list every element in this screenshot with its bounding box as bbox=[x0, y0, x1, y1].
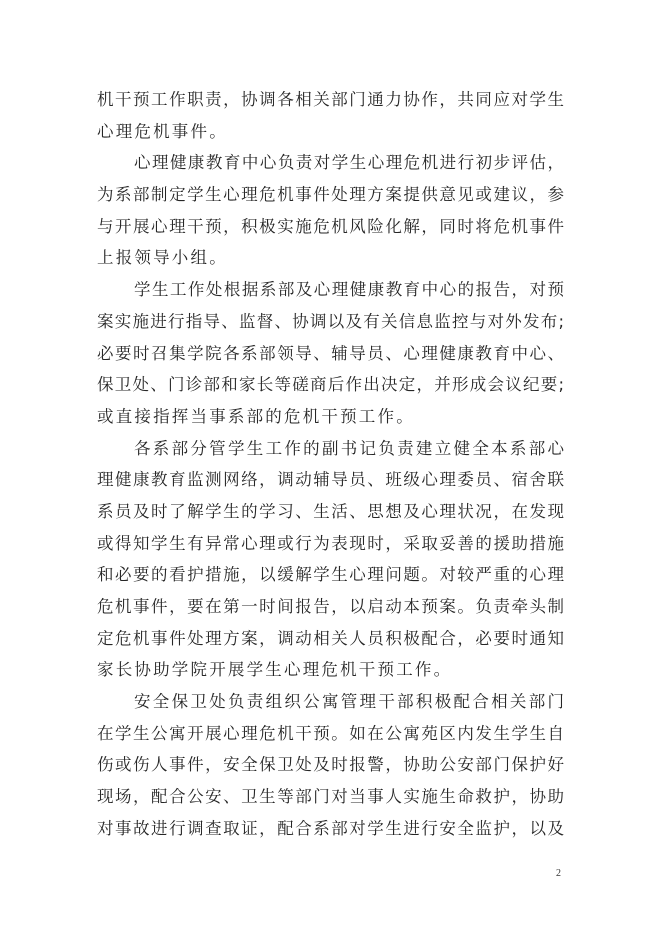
text-line: 家长协助学院开展学生心理危机干预工作。 bbox=[97, 660, 453, 680]
text-line: 必要时召集学院各系部领导、辅导员、心理健康教育中心、 bbox=[97, 343, 564, 363]
paragraph bbox=[97, 433, 564, 687]
text-line: 危机事件，要在第一时间报告，以启动本预案。负责牵头制 bbox=[97, 597, 564, 616]
text-line: 现场，配合公安、卫生等部门对当事人实施生命救护，协助 bbox=[97, 787, 564, 807]
text-line: 案实施进行指导、监督、协调以及有关信息监控与对外发布; bbox=[97, 311, 564, 331]
text-line: 或得知学生有异常心理或行为表现时，采取妥善的援助措施 bbox=[97, 533, 564, 553]
text-line: 各系部分管学生工作的副书记负责建立健全本系部心 bbox=[134, 438, 564, 458]
text-line: 心理危机事件。 bbox=[97, 121, 228, 141]
text-line: 心理健康教育中心负责对学生心理危机进行初步评估， bbox=[134, 153, 564, 173]
text-line: 学生工作处根据系部及心理健康教育中心的报告，对预 bbox=[134, 280, 564, 300]
document-body bbox=[97, 84, 564, 845]
text-line: 理健康教育监测网络，调动辅导员、班级心理委员、宿舍联 bbox=[97, 470, 564, 490]
paragraph bbox=[97, 686, 564, 844]
text-line: 上报领导小组。 bbox=[97, 248, 228, 268]
text-line: 对事故进行调查取证，配合系部对学生进行安全监护，以及 bbox=[97, 818, 564, 838]
text-line: 和必要的看护措施，以缓解学生心理问题。对较严重的心理 bbox=[97, 565, 564, 585]
page-number: 2 bbox=[556, 868, 561, 879]
paragraph bbox=[97, 274, 564, 432]
text-line: 伤或伤人事件，安全保卫处及时报警，协助公安部门保护好 bbox=[97, 755, 564, 775]
text-line: 或直接指挥当事系部的危机干预工作。 bbox=[97, 406, 415, 426]
text-line: 与开展心理干预，积极实施危机风险化解，同时将危机事件 bbox=[97, 216, 564, 236]
text-line: 定危机事件处理方案，调动相关人员积极配合，必要时通知 bbox=[97, 628, 564, 648]
paragraph bbox=[97, 84, 564, 147]
text-line: 系员及时了解学生的学习、生活、思想及心理状况，在发现 bbox=[97, 501, 564, 521]
text-line: 为系部制定学生心理危机事件处理方案提供意见或建议，参 bbox=[97, 185, 564, 205]
paragraph bbox=[97, 147, 564, 274]
text-line: 机干预工作职责，协调各相关部门通力协作，共同应对学生 bbox=[97, 90, 564, 109]
text-line: 保卫处、门诊部和家长等磋商后作出决定，并形成会议纪要; bbox=[97, 375, 564, 395]
text-line: 安全保卫处负责组织公寓管理干部积极配合相关部门 bbox=[134, 692, 564, 712]
text-line: 在学生公寓开展心理危机干预。如在公寓苑区内发生学生自 bbox=[97, 723, 564, 743]
